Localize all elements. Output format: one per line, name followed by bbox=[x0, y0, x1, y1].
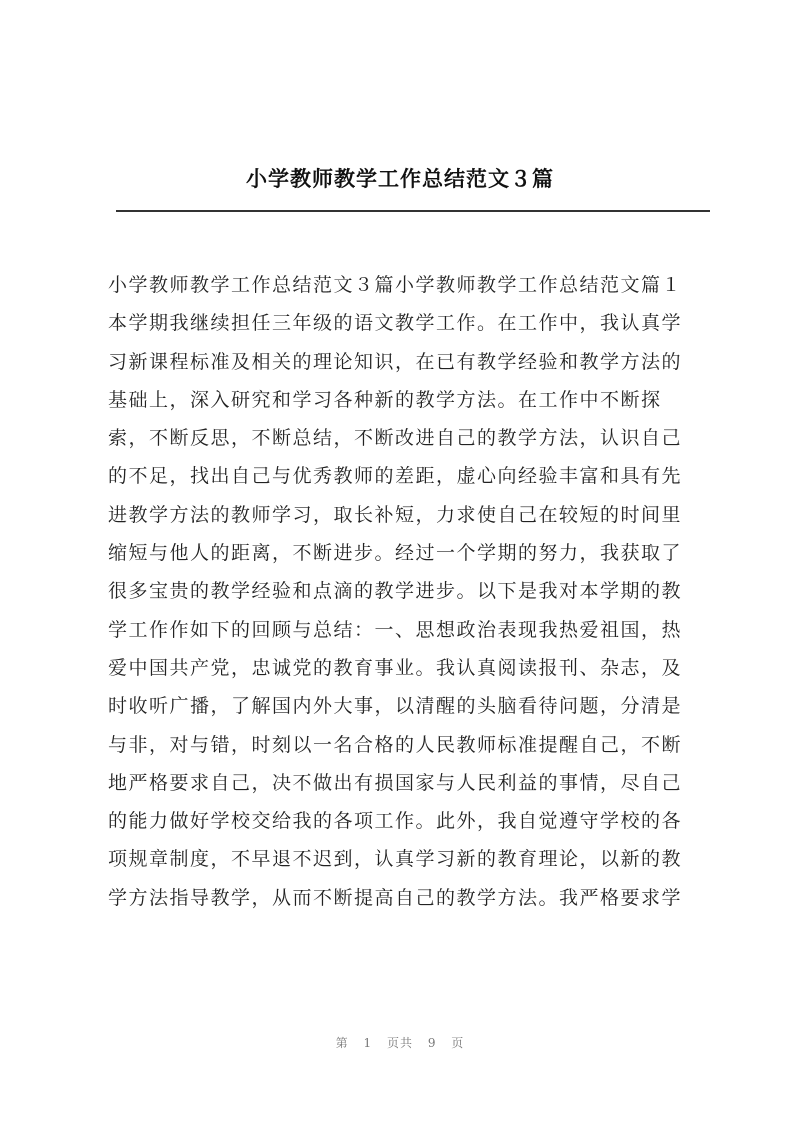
body-text-line: 小学教师教学工作总结范文３篇小学教师教学工作总结范文篇１ bbox=[108, 274, 683, 296]
footer-middle: 页共 bbox=[386, 1036, 413, 1050]
body-text-line: 时收听广播，了解国内外大事，以清醒的头脑看待问题，分清是 bbox=[108, 695, 683, 718]
footer-suffix: 页 bbox=[451, 1036, 465, 1050]
footer-current-page: 1 bbox=[363, 1036, 373, 1050]
body-text-line: 学方法指导教学，从而不断提高自己的教学方法。我严格要求学 bbox=[108, 886, 683, 909]
body-text-line: 学工作作如下的回顾与总结：一、思想政治表现我热爱祖国，热 bbox=[108, 618, 683, 641]
body-text-line: 的不足，找出自己与优秀教师的差距，虚心向经验丰富和具有先 bbox=[108, 465, 683, 488]
footer-total-pages: 9 bbox=[427, 1036, 437, 1050]
body-text-line: 爱中国共产党，忠诚党的教育事业。我认真阅读报刊、杂志，及 bbox=[108, 656, 683, 679]
footer-prefix: 第 bbox=[335, 1036, 349, 1050]
page-footer bbox=[0, 1034, 800, 1051]
document-body bbox=[108, 266, 708, 917]
body-text-line: 习新课程标准及相关的理论知识，在已有教学经验和教学方法的 bbox=[108, 350, 683, 373]
document-title: 小学教师教学工作总结范文３篇 bbox=[246, 166, 554, 191]
body-text-line: 与非，对与错，时刻以一名合格的人民教师标准提醒自己，不断 bbox=[108, 733, 683, 756]
body-text-line: 索，不断反思，不断总结，不断改进自己的教学方法，认识自己 bbox=[108, 427, 683, 450]
body-text-line: 的能力做好学校交给我的各项工作。此外，我自觉遵守学校的各 bbox=[108, 810, 683, 833]
body-text-line: 很多宝贵的教学经验和点滴的教学进步。以下是我对本学期的教 bbox=[108, 580, 683, 603]
body-text-line: 本学期我继续担任三年级的语文教学工作。在工作中，我认真学 bbox=[108, 312, 683, 335]
body-text-line: 进教学方法的教师学习，取长补短，力求使自己在较短的时间里 bbox=[108, 503, 683, 526]
body-text-line: 地严格要求自己，决不做出有损国家与人民利益的事情，尽自己 bbox=[108, 771, 683, 794]
body-text-line: 项规章制度，不早退不迟到，认真学习新的教育理论，以新的教 bbox=[108, 848, 683, 871]
body-text-line: 基础上，深入研究和学习各种新的教学方法。在工作中不断探 bbox=[108, 388, 662, 411]
body-text-line: 缩短与他人的距离，不断进步。经过一个学期的努力，我获取了 bbox=[108, 542, 683, 565]
title-divider bbox=[116, 210, 710, 212]
